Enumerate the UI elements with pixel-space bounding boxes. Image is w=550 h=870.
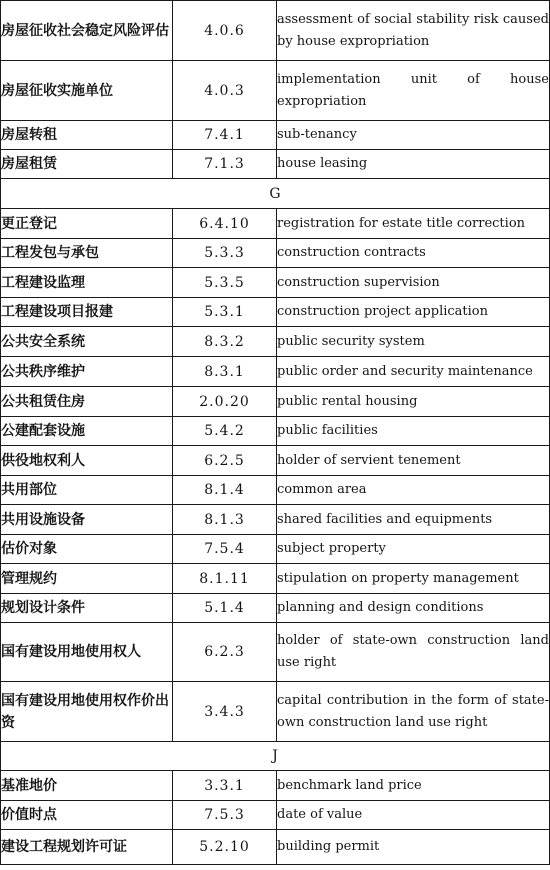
- glossary-row: [1, 476, 550, 505]
- term-chinese: 公共秩序维护: [1, 357, 173, 387]
- section-number: 5.3.1: [173, 298, 277, 327]
- section-row: [1, 742, 550, 771]
- glossary-row: [1, 564, 550, 594]
- term-chinese: 规划设计条件: [1, 594, 173, 623]
- term-english: holder of state-own construction land use right: [277, 623, 550, 682]
- term-chinese: 管理规约: [1, 564, 173, 594]
- term-chinese: 工程建设监理: [1, 268, 173, 298]
- glossary-row: [1, 327, 550, 357]
- term-chinese: 公共安全系统: [1, 327, 173, 357]
- term-chinese: 共用设施设备: [1, 505, 173, 535]
- term-english: public facilities: [277, 417, 550, 446]
- term-english: construction contracts: [277, 239, 550, 268]
- glossary-row: [1, 417, 550, 446]
- glossary-row: [1, 298, 550, 327]
- glossary-row: [1, 801, 550, 830]
- glossary-row: [1, 121, 550, 150]
- term-english: assessment of social stability risk caused by house expropriation: [277, 1, 550, 61]
- term-english: common area: [277, 476, 550, 505]
- term-english: shared facilities and equipments: [277, 505, 550, 535]
- section-number: 4.0.6: [173, 1, 277, 61]
- glossary-row: [1, 387, 550, 417]
- section-number: 7.5.3: [173, 801, 277, 830]
- term-chinese: 共用部位: [1, 476, 173, 505]
- term-english: stipulation on property management: [277, 564, 550, 594]
- section-number: 7.1.3: [173, 150, 277, 179]
- term-english: benchmark land price: [277, 771, 550, 801]
- section-number: 3.4.3: [173, 682, 277, 742]
- section-number: 3.3.1: [173, 771, 277, 801]
- term-chinese: 供役地权利人: [1, 446, 173, 476]
- glossary-row: [1, 446, 550, 476]
- section-number: 5.3.3: [173, 239, 277, 268]
- term-english: implementation unit of house expropriation: [277, 61, 550, 121]
- glossary-row: [1, 239, 550, 268]
- glossary-body: [1, 1, 550, 865]
- term-english: public security system: [277, 327, 550, 357]
- term-english: registration for estate title correction: [277, 209, 550, 239]
- section-number: 8.1.3: [173, 505, 277, 535]
- section-number: 5.2.10: [173, 830, 277, 865]
- glossary-row: [1, 594, 550, 623]
- section-number: 6.4.10: [173, 209, 277, 239]
- term-chinese: 公建配套设施: [1, 417, 173, 446]
- glossary-row: [1, 1, 550, 61]
- glossary-row: [1, 505, 550, 535]
- section-number: 5.1.4: [173, 594, 277, 623]
- term-english: construction supervision: [277, 268, 550, 298]
- section-number: 8.1.11: [173, 564, 277, 594]
- term-chinese: 公共租赁住房: [1, 387, 173, 417]
- term-english: planning and design conditions: [277, 594, 550, 623]
- section-number: 6.2.3: [173, 623, 277, 682]
- section-letter: G: [1, 179, 550, 209]
- term-english: sub-tenancy: [277, 121, 550, 150]
- section-number: 8.3.1: [173, 357, 277, 387]
- section-number: 6.2.5: [173, 446, 277, 476]
- glossary-row: [1, 771, 550, 801]
- glossary-row: [1, 150, 550, 179]
- section-number: 8.3.2: [173, 327, 277, 357]
- section-row: [1, 179, 550, 209]
- term-chinese: 房屋租赁: [1, 150, 173, 179]
- section-number: 5.3.5: [173, 268, 277, 298]
- term-english: capital contribution in the form of state-own construction land use right: [277, 682, 550, 742]
- term-chinese: 工程建设项目报建: [1, 298, 173, 327]
- section-number: 7.5.4: [173, 535, 277, 564]
- term-english: building permit: [277, 830, 550, 865]
- term-chinese: 国有建设用地使用权作价出资: [1, 682, 173, 742]
- glossary-row: [1, 682, 550, 742]
- term-english: public order and security maintenance: [277, 357, 550, 387]
- term-chinese: 房屋征收社会稳定风险评估: [1, 1, 173, 61]
- glossary-row: [1, 535, 550, 564]
- glossary-row: [1, 268, 550, 298]
- glossary-row: [1, 61, 550, 121]
- term-chinese: 房屋征收实施单位: [1, 61, 173, 121]
- glossary-row: [1, 623, 550, 682]
- term-chinese: 房屋转租: [1, 121, 173, 150]
- term-chinese: 工程发包与承包: [1, 239, 173, 268]
- section-letter: J: [1, 742, 550, 771]
- glossary-row: [1, 830, 550, 865]
- term-chinese: 更正登记: [1, 209, 173, 239]
- term-english: construction project application: [277, 298, 550, 327]
- section-number: 2.0.20: [173, 387, 277, 417]
- section-number: 4.0.3: [173, 61, 277, 121]
- section-number: 8.1.4: [173, 476, 277, 505]
- section-number: 5.4.2: [173, 417, 277, 446]
- section-number: 7.4.1: [173, 121, 277, 150]
- term-chinese: 价值时点: [1, 801, 173, 830]
- term-chinese: 估价对象: [1, 535, 173, 564]
- term-chinese: 建设工程规划许可证: [1, 830, 173, 865]
- term-english: date of value: [277, 801, 550, 830]
- term-english: public rental housing: [277, 387, 550, 417]
- term-chinese: 国有建设用地使用权人: [1, 623, 173, 682]
- glossary-row: [1, 357, 550, 387]
- term-chinese: 基准地价: [1, 771, 173, 801]
- term-english: holder of servient tenement: [277, 446, 550, 476]
- term-english: house leasing: [277, 150, 550, 179]
- glossary-row: [1, 209, 550, 239]
- term-english: subject property: [277, 535, 550, 564]
